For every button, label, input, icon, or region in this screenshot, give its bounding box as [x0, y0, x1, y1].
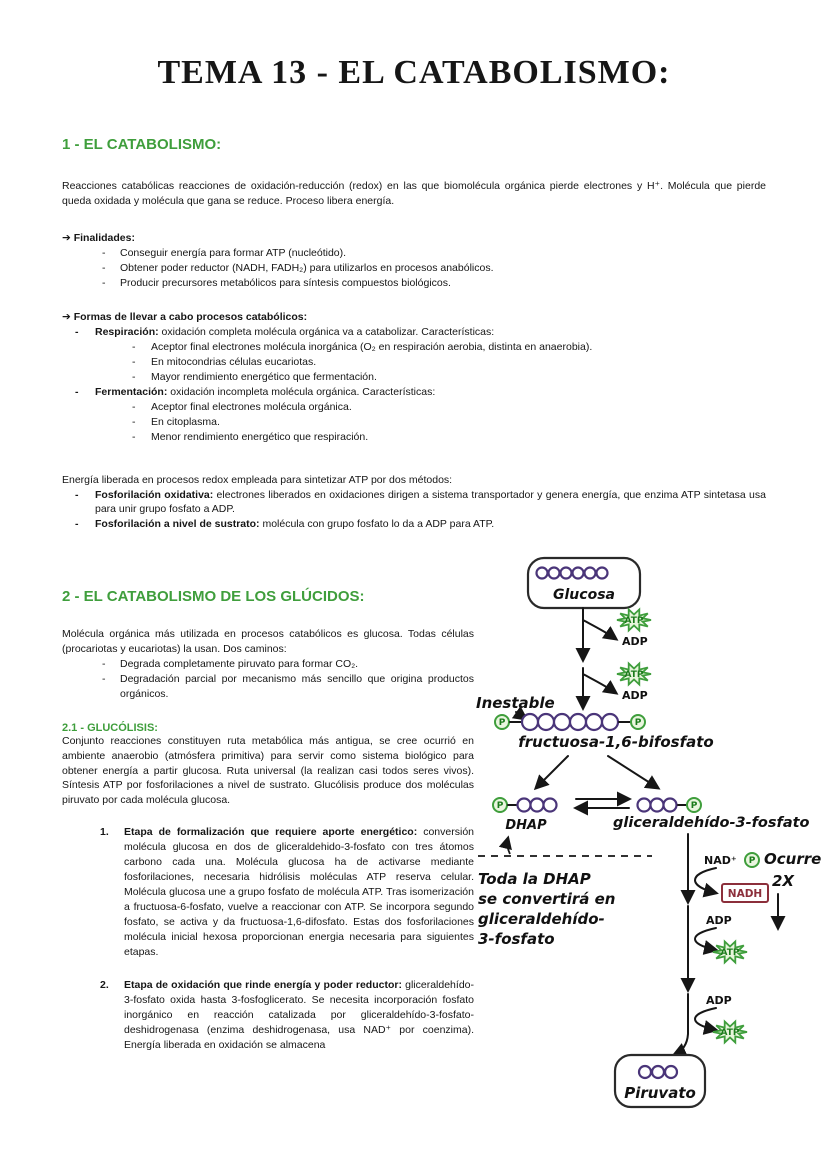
dhap-note-line4: 3-fosfato	[478, 930, 555, 948]
svg-text:P: P	[748, 856, 756, 866]
dashed-arrow-to-dhap	[507, 838, 510, 854]
dhap-note-line2: se convertirá en	[478, 890, 616, 908]
dash-bullet: -	[132, 400, 136, 413]
ocurre-2x-label: 2X	[772, 872, 795, 890]
atp-burst-icon	[713, 942, 747, 963]
section1-intro: Reacciones catabólicas reacciones de oxidación-reducción (redox) en las que biomolécula orgánica pierde electrones y H⁺. Molécula que pierde queda oxidada y molécula que gana se reduce. Proceso libera energía.	[62, 180, 766, 207]
list-item: - Aceptor final electrones molécula inorgánica (O₂ en respiración aerobia, distinta en anaerobia).	[132, 341, 593, 354]
section2-intro: Molécula orgánica más utilizada en procesos catabólicos es glucosa. Todas células (procariotas y eucariotas) la usan. Dos caminos:	[62, 628, 474, 656]
dash-bullet: -	[132, 430, 136, 443]
glucose-label: Glucosa	[553, 587, 615, 603]
pyruvate-label: Piruvato	[624, 1084, 696, 1102]
list-item: - Fosforilación a nivel de sustrato: molécula con grupo fosfato lo da a ADP para ATP.	[75, 518, 495, 531]
dash-bullet: -	[102, 658, 106, 671]
list-item: - Respiración: oxidación completa molécula orgánica va a catabolizar. Características:	[75, 326, 495, 339]
split-arrow-right	[608, 756, 658, 788]
list-item: - Degrada completamente piruvato para formar CO₂.	[102, 658, 359, 671]
dash-bullet: -	[75, 326, 79, 339]
g3p-node	[613, 798, 810, 831]
ocurre-label: Ocurre	[764, 850, 822, 868]
phosphate-icon	[745, 853, 759, 867]
section2-heading: 2 - EL CATABOLISMO DE LOS GLÚCIDOS:	[62, 588, 365, 606]
adp-label: ADP	[706, 914, 732, 927]
list-item: - Mayor rendimiento energético que fermentación.	[132, 371, 377, 384]
atp-label: ATP	[624, 670, 644, 680]
atp-label: ATP	[720, 948, 740, 958]
dash-bullet: -	[102, 276, 106, 289]
finalidades-label: ➔ Finalidades:	[62, 231, 135, 244]
fructose-bisphosphate-node	[495, 714, 714, 751]
nad-nadh-curve	[695, 868, 716, 893]
list-item: - En citoplasma.	[132, 415, 220, 428]
formas-label: ➔ Formas de llevar a cabo procesos catabólicos:	[62, 311, 308, 324]
atp-label: ATP	[720, 1028, 740, 1038]
nadh-label: NADH	[727, 888, 763, 900]
dash-bullet: -	[102, 672, 106, 685]
etapa-number: 1.	[100, 826, 109, 839]
list-item: - Obtener poder reductor (NADH, FADH₂) para utilizarlos en procesos anabólicos.	[102, 261, 494, 274]
adp-atp-curve-2	[695, 1008, 716, 1030]
phosphate-icon: P	[496, 801, 504, 811]
glucose-node	[528, 558, 640, 608]
dhap-label: DHAP	[505, 818, 547, 833]
atp-adp-curve-1	[583, 620, 616, 639]
atp-label: ATP	[624, 616, 644, 626]
list-item: - Fermentación: oxidación incompleta molécula orgánica. Características:	[75, 385, 436, 398]
glucolisis-intro: Conjunto reacciones constituyen ruta metabólica más antigua, se cree ocurrió en ambiente anaerobio (atmósfera primitiva) para servir como sistema biológico para obtener energía a partir glucosa. Ruta universal (la realizan casi todos seres vivos). Síntesis ATP por fosforilaciones a nivel de sustrato. Glucólisis produce dos moléculas piruvato por cada molécula glucosa.	[62, 734, 474, 807]
atp-burst-icon	[617, 610, 651, 631]
adp-label: ADP	[622, 689, 648, 702]
phosphate-icon: P	[498, 718, 506, 728]
dash-bullet: -	[75, 488, 79, 501]
etapa-1: 1. Etapa de formalización que requiere aporte energético: conversión molécula glucosa en dos de gliceraldehido-3-fosfato con tres átomos carbono cada una. Molécula glucosa ha de activarse mediante fosforilaciones, necesaria hidrólisis moléculas ATP reserva celular. Molécula glucosa une a grupo fosfato de molécula ATP. Tras isomerización a fructuosa-6-fosfato, vuelve a reaccionar con ATP. Se incorpora segundo fosfato, se activa y da fructuosa-1,6-difosfato. Estas dos fosforilaciones molécula inicial hexosa proporcionan energia necesaria para siguientes etapas.	[100, 826, 474, 958]
list-item: - Menor rendimiento energético que respiración.	[132, 430, 369, 443]
dash-bullet: -	[132, 341, 136, 354]
atp-burst-icon	[617, 664, 651, 685]
dash-bullet: -	[102, 246, 106, 259]
dash-bullet: -	[132, 415, 136, 428]
split-arrow-left	[536, 756, 568, 788]
dash-bullet: -	[132, 356, 136, 369]
nad-label: NAD⁺	[704, 854, 737, 867]
adp-label: ADP	[622, 635, 648, 648]
dhap-note-line3: gliceraldehído-	[478, 910, 605, 928]
list-item: - Aceptor final electrones molécula orgánica.	[132, 400, 352, 413]
list-item: - En mitocondrias células eucariotas.	[132, 356, 317, 369]
list-item: - Fosforilación oxidativa: electrones liberados en oxidaciones dirigen a sistema transportador y genera energía, que enzima ATP sintetasa usa para unir grupo fosfato a ADP.	[75, 488, 766, 516]
fructose-label: fructuosa-1,6-bifosfato	[518, 733, 714, 751]
pyruvate-node	[615, 1055, 705, 1107]
etapa-2: 2. Etapa de oxidación que rinde energía y poder reductor: gliceraldehído-3-fosfato oxida hasta 3-fosfoglicerato. Se necesita incorporación fosfato inorgánico en reacción catalizada por gliceraldehído-3-fosfato-deshidrogenasa (enzima deshidrogenasa, usa NAD⁺ por coenzima). Energía liberada en oxidación se almacena	[100, 979, 474, 1052]
list-item: - Conseguir energía para formar ATP (nucleótido).	[102, 246, 347, 259]
section2	[62, 588, 474, 1053]
glucolisis-heading: 2.1 - GLUCÓLISIS:	[62, 721, 158, 734]
phosphate-icon: P	[634, 718, 642, 728]
dhap-node	[493, 798, 557, 833]
glycolysis-diagram-svg	[476, 550, 828, 1142]
list-item: - Degradación parcial por mecanismo más sencillo que origina productos orgánicos.	[102, 672, 474, 700]
dash-bullet: -	[75, 518, 79, 531]
atp-adp-curve-2	[583, 674, 616, 693]
glycolysis-diagram	[476, 550, 828, 1142]
section1-heading: 1 - EL CATABOLISMO:	[62, 136, 222, 153]
atp-burst-icon	[713, 1022, 747, 1043]
adp-atp-curve-1	[695, 928, 716, 950]
g3p-label: gliceraldehído-3-fosfato	[613, 815, 810, 831]
page-title: TEMA 13 - EL CATABOLISMO:	[157, 54, 671, 91]
inestable-note: Inestable	[476, 694, 555, 712]
adp-label: ADP	[706, 994, 732, 1007]
etapa-number: 2.	[100, 979, 109, 992]
pathway-arrow-3	[674, 994, 688, 1055]
dhap-note-line1: Toda la DHAP	[478, 870, 591, 888]
energia-intro: Energía liberada en procesos redox empleada para sintetizar ATP por dos métodos:	[62, 473, 453, 486]
dash-bullet: -	[132, 371, 136, 384]
list-item: - Producir precursores metabólicos para síntesis compuestos biológicos.	[102, 276, 451, 289]
phosphate-icon: P	[690, 801, 698, 811]
dash-bullet: -	[102, 261, 106, 274]
dash-bullet: -	[75, 385, 79, 398]
